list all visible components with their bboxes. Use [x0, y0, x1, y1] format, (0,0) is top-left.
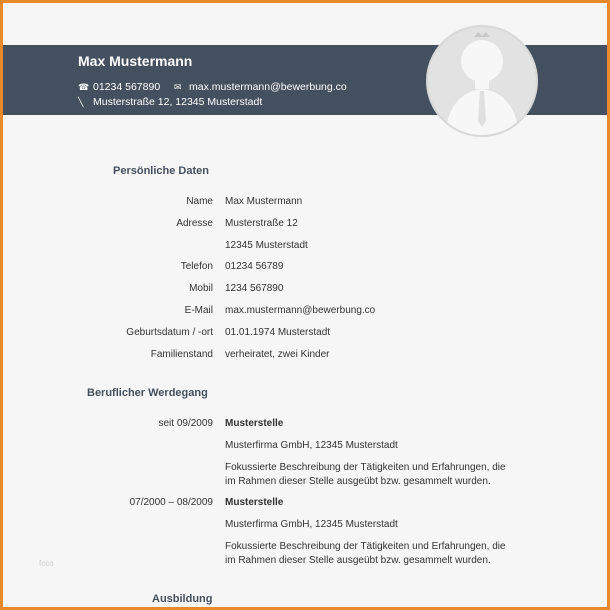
label-phone: Telefon	[180, 261, 213, 272]
contact-phone: 01234 567890	[93, 81, 161, 93]
career-date: seit 09/2009	[158, 418, 213, 429]
section-title-career: Beruflicher Werdegang	[87, 387, 208, 399]
contact-address: Musterstraße 12, 12345 Musterstadt	[93, 96, 263, 108]
career-description-line: im Rahmen dieser Stelle ausgeübt bzw. gesammelt wurden.	[225, 555, 491, 566]
section-title-education: Ausbildung	[152, 593, 213, 605]
career-company: Musterfirma GmbH, 12345 Musterstadt	[225, 519, 398, 530]
value-name: Max Mustermann	[225, 196, 303, 207]
label-marital-status: Familienstand	[150, 349, 213, 360]
section-title-personal: Persönliche Daten	[113, 165, 209, 177]
career-description-line: Fokussierte Beschreibung der Tätigkeiten und Erfahrungen, die	[225, 462, 506, 473]
career-description-line: Fokussierte Beschreibung der Tätigkeiten und Erfahrungen, die	[225, 541, 506, 552]
label-address: Adresse	[176, 218, 213, 229]
contact-email: max.mustermann@bewerbung.co	[189, 81, 347, 93]
value-marital-status: verheiratet, zwei Kinder	[225, 349, 330, 360]
person-placeholder-icon	[428, 27, 536, 135]
phone-icon: ☎	[78, 82, 90, 92]
value-city: 12345 Musterstadt	[225, 240, 308, 251]
location-icon: ╲	[78, 97, 84, 107]
career-position: Musterstelle	[225, 497, 284, 508]
label-birth: Geburtsdatum / -ort	[126, 327, 213, 338]
avatar	[426, 25, 538, 137]
value-birth: 01.01.1974 Musterstadt	[225, 327, 331, 338]
mail-icon: ✉	[174, 82, 182, 92]
watermark: fcco	[39, 559, 54, 568]
value-email: max.mustermann@bewerbung.co	[225, 305, 376, 316]
career-company: Musterfirma GmbH, 12345 Musterstadt	[225, 440, 398, 451]
contact-line-1	[78, 81, 347, 93]
label-mobile: Mobil	[189, 283, 213, 294]
value-phone: 01234 56789	[225, 261, 284, 272]
label-email: E-Mail	[184, 305, 213, 316]
career-position: Musterstelle	[225, 418, 284, 429]
value-mobile: 1234 567890	[225, 283, 284, 294]
label-name: Name	[186, 196, 213, 207]
career-date: 07/2000 – 08/2009	[129, 497, 213, 508]
value-address: Musterstraße 12	[225, 218, 298, 229]
career-description-line: im Rahmen dieser Stelle ausgeübt bzw. gesammelt wurden.	[225, 476, 491, 487]
applicant-name: Max Mustermann	[78, 53, 193, 69]
contact-line-2	[78, 96, 262, 108]
